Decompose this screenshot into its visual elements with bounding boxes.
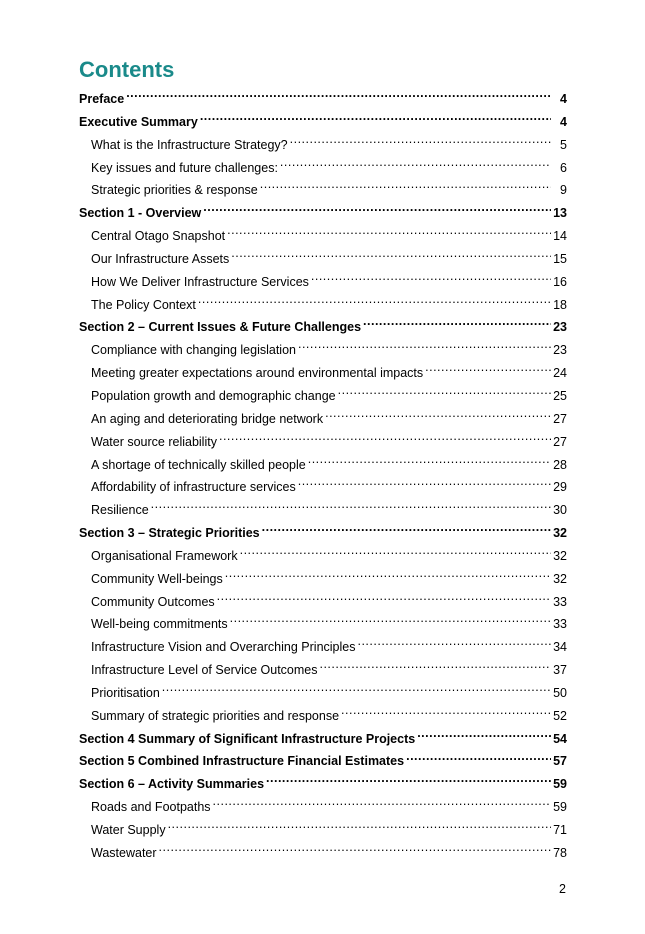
toc-section-entry[interactable] [79, 750, 567, 773]
toc-entry-page: 37 [553, 663, 567, 678]
toc-entry-page: 32 [553, 526, 567, 541]
toc-entry-label: Affordability of infrastructure services [91, 480, 296, 495]
toc-entry-label: Meeting greater expectations around environmental impacts [91, 366, 424, 381]
toc-subsection-entry[interactable] [79, 271, 567, 294]
toc-dot-leader [240, 547, 551, 560]
toc-entry-label: Our Infrastructure Assets [91, 251, 230, 266]
toc-entry-page: 5 [560, 137, 567, 152]
toc-entry-page: 59 [553, 777, 567, 792]
toc-entry-page: 33 [553, 594, 567, 609]
toc-dot-leader [217, 593, 551, 606]
toc-entry-label: Summary of strategic priorities and response [91, 708, 340, 723]
toc-subsection-entry[interactable] [79, 294, 567, 317]
toc-subsection-entry[interactable] [79, 179, 567, 202]
toc-subsection-entry[interactable] [79, 431, 567, 454]
toc-entry-page: 71 [553, 823, 567, 837]
toc-dot-leader [219, 433, 551, 446]
toc-subsection-entry[interactable] [79, 362, 567, 385]
toc-section-entry[interactable] [79, 728, 567, 751]
toc-dot-leader [159, 844, 551, 857]
toc-entry-label: Community Well-beings [91, 571, 223, 586]
toc-entry-label: Central Otago Snapshot [91, 229, 226, 244]
toc-dot-leader [298, 479, 551, 492]
toc-dot-leader [203, 205, 551, 218]
toc-subsection-entry[interactable] [79, 705, 567, 728]
toc-dot-leader [225, 570, 551, 583]
toc-dot-leader [200, 113, 551, 126]
toc-dot-leader [311, 273, 551, 286]
toc-subsection-entry[interactable] [79, 248, 567, 271]
toc-dot-leader [126, 91, 551, 104]
toc-subsection-entry[interactable] [79, 408, 567, 431]
toc-entry-label: Section 1 - Overview [79, 206, 202, 221]
toc-dot-leader [341, 707, 551, 720]
toc-subsection-entry[interactable] [79, 682, 567, 705]
toc-entry-page: 59 [553, 800, 567, 815]
toc-section-entry[interactable] [79, 773, 567, 796]
toc-entry-page: 6 [560, 160, 567, 175]
toc-subsection-entry[interactable] [79, 339, 567, 362]
toc-entry-page: 50 [553, 685, 567, 700]
toc-dot-leader [325, 410, 551, 423]
toc-entry-page: 25 [553, 388, 567, 403]
toc-entry-label: A shortage of technically skilled people [91, 457, 306, 472]
toc-dot-leader [425, 365, 551, 378]
toc-dot-leader [357, 639, 551, 652]
toc-entry-page: 13 [553, 206, 567, 221]
toc-dot-leader [319, 662, 551, 675]
toc-section-entry[interactable] [79, 316, 567, 339]
toc-entry-label: Organisational Framework [91, 548, 238, 563]
toc-entry-label: Water source reliability [91, 434, 217, 449]
toc-dot-leader [213, 799, 551, 812]
toc-dot-leader [151, 502, 551, 515]
toc-dot-leader [280, 159, 551, 172]
toc-entry-page: 30 [553, 503, 567, 518]
toc-dot-leader [230, 616, 551, 629]
page-number: 2 [559, 882, 566, 896]
toc-section-entry[interactable] [79, 88, 567, 111]
toc-entry-page: 23 [553, 320, 567, 335]
toc-entry-label: The Policy Context [91, 297, 196, 312]
toc-dot-leader [168, 822, 551, 835]
table-of-contents [79, 88, 567, 865]
toc-entry-label: Roads and Footpaths [91, 800, 211, 815]
toc-dot-leader [363, 319, 551, 332]
toc-entry-page: 54 [553, 731, 567, 746]
toc-subsection-entry[interactable] [79, 613, 567, 636]
toc-entry-label: An aging and deteriorating bridge network [91, 411, 324, 426]
toc-entry-label: Section 6 – Activity Summaries [79, 777, 265, 792]
toc-entry-page: 23 [553, 343, 567, 358]
toc-dot-leader [308, 456, 551, 469]
toc-dot-leader [198, 296, 551, 309]
toc-entry-page: 57 [553, 754, 567, 769]
toc-subsection-entry[interactable] [79, 659, 567, 682]
toc-entry-page: 34 [553, 640, 567, 655]
toc-entry-page: 4 [560, 114, 567, 129]
toc-section-entry[interactable] [79, 522, 567, 545]
toc-entry-label: Preface [79, 92, 125, 106]
toc-subsection-entry[interactable] [79, 545, 567, 568]
toc-entry-label: Community Outcomes [91, 594, 215, 609]
toc-dot-leader [417, 730, 551, 743]
toc-dot-leader [298, 342, 551, 355]
toc-entry-label: Section 3 – Strategic Priorities [79, 526, 260, 541]
toc-subsection-entry[interactable] [79, 225, 567, 248]
toc-subsection-entry[interactable] [79, 385, 567, 408]
toc-subsection-entry[interactable] [79, 157, 567, 180]
toc-entry-page: 33 [553, 617, 567, 632]
toc-entry-page: 16 [553, 274, 567, 289]
toc-entry-page: 24 [553, 366, 567, 381]
toc-subsection-entry[interactable] [79, 796, 567, 819]
toc-entry-label: What is the Infrastructure Strategy? [91, 137, 288, 152]
toc-entry-label: How We Deliver Infrastructure Services [91, 274, 309, 289]
toc-subsection-entry[interactable] [79, 636, 567, 659]
toc-dot-leader [338, 387, 551, 400]
toc-entry-page: 52 [553, 708, 567, 723]
toc-entry-label: Infrastructure Vision and Overarching Principles [91, 640, 356, 655]
toc-dot-leader [290, 136, 551, 149]
toc-subsection-entry[interactable] [79, 134, 567, 157]
toc-entry-label: Population growth and demographic change [91, 388, 336, 403]
toc-entry-page: 32 [553, 548, 567, 563]
toc-entry-page: 14 [553, 229, 567, 244]
toc-entry-label: Key issues and future challenges: [91, 160, 278, 175]
toc-section-entry[interactable] [79, 202, 567, 225]
toc-entry-page: 9 [560, 183, 567, 198]
toc-entry-page: 18 [553, 297, 567, 312]
toc-entry-label: Wastewater [91, 845, 157, 860]
toc-entry-label: Executive Summary [79, 114, 198, 129]
toc-dot-leader [260, 182, 551, 195]
toc-entry-page: 4 [560, 92, 567, 106]
toc-dot-leader [406, 753, 551, 766]
toc-entry-label: Section 2 – Current Issues & Future Challenges [79, 320, 362, 335]
toc-entry-label: Infrastructure Level of Service Outcomes [91, 663, 318, 678]
toc-entry-label: Compliance with changing legislation [91, 343, 296, 358]
toc-dot-leader [231, 250, 551, 263]
toc-entry-label: Prioritisation [91, 685, 160, 700]
toc-section-entry[interactable] [79, 111, 567, 134]
toc-subsection-entry[interactable] [79, 476, 567, 499]
toc-entry-page: 27 [553, 434, 567, 449]
toc-entry-page: 27 [553, 411, 567, 426]
toc-subsection-entry[interactable] [79, 499, 567, 522]
toc-entry-page: 32 [553, 571, 567, 586]
toc-dot-leader [266, 776, 551, 789]
toc-subsection-entry[interactable] [79, 591, 567, 614]
toc-entry-label: Section 5 Combined Infrastructure Financial Estimates [79, 754, 405, 769]
toc-entry-page: 29 [553, 480, 567, 495]
toc-dot-leader [227, 228, 551, 241]
toc-dot-leader [162, 684, 551, 697]
toc-subsection-entry[interactable] [79, 568, 567, 591]
toc-dot-leader [262, 525, 551, 538]
toc-entry-label: Section 4 Summary of Significant Infrastructure Projects [79, 731, 416, 746]
toc-entry-label: Resilience [91, 503, 149, 518]
toc-subsection-entry[interactable] [79, 842, 567, 865]
toc-subsection-entry[interactable] [79, 819, 567, 842]
toc-entry-label: Well-being commitments [91, 617, 228, 632]
toc-entry-label: Water Supply [91, 823, 166, 837]
toc-entry-page: 15 [553, 251, 567, 266]
toc-subsection-entry[interactable] [79, 454, 567, 477]
toc-entry-page: 78 [553, 845, 567, 860]
page-title: Contents [79, 57, 175, 82]
toc-entry-page: 28 [553, 457, 567, 472]
toc-entry-label: Strategic priorities & response [91, 183, 258, 198]
